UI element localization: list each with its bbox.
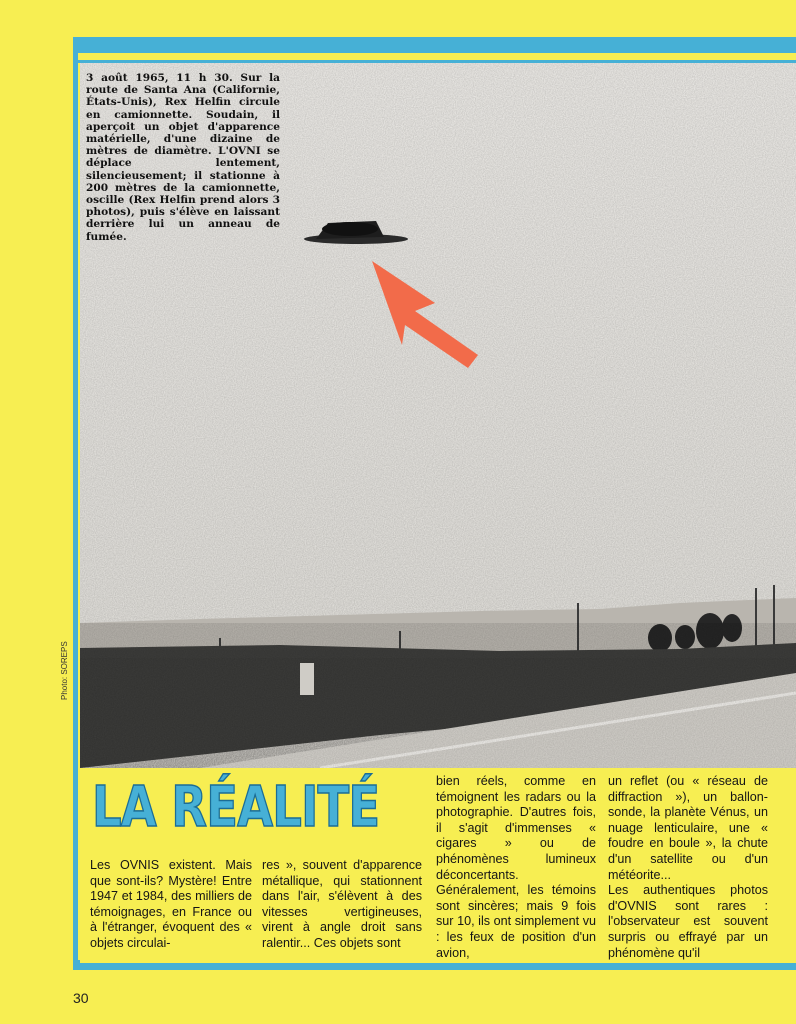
column-3-paragraph-2: Généralement, les témoins sont sincères; mais 9 fois sur 10, ils ont simplement vu : les feux de position d'un avion, xyxy=(436,883,596,960)
page-number: 30 xyxy=(73,990,89,1006)
photo-credit: Photo: SOREPS xyxy=(60,641,69,700)
column-3-paragraph-1: bien réels, comme en témoignent les radars ou la photographie. D'autres fois, il s'agit d'immenses « cigares » ou de phénomènes lumineux déconcertants. xyxy=(436,774,596,882)
article-headline: LA RÉALITÉ xyxy=(92,775,380,840)
article-column-1 xyxy=(90,858,252,962)
photo-caption: 3 août 1965, 11 h 30. Sur la route de Santa Ana (Californie, États-Unis), Rex Helfin circule en camionnette. Soudain, il aperçoit un objet d'apparence matérielle, d'une dizaine de mètres de diamètre. L'OVNI se déplace lentement, silencieusement; il stationne à 200 mètres de la camionnette, oscille (Rex Helfin prend alors 3 photos), puis s'élève en laissant derrière lui un anneau de fumée. xyxy=(86,72,280,243)
roadside-post xyxy=(300,663,314,695)
column-4-paragraph-2: Les authentiques photos d'OVNIS sont rares : l'observateur est souvent surpris ou effrayé par un phénomène qu'il xyxy=(608,883,768,960)
column-4-paragraph-1: un reflet (ou « réseau de diffraction »), un ballon-sonde, la planète Vénus, un nuage lenticulaire, une « foudre en boule », la chute d'un satellite ou d'un météorite... xyxy=(608,774,768,882)
column-1-text: Les OVNIS existent. Mais que sont-ils? Mystère! Entre 1947 et 1984, des milliers de témoignages, en France ou à l'étranger, évoquent des « objets circulai- xyxy=(90,858,252,950)
column-2-text: res », souvent d'apparence métallique, qui stationnent dans l'air, s'élèvent à des vitesses vertigineuses, virent à angle droit sans ralentir... Ces objets sont xyxy=(262,858,422,950)
article-column-3 xyxy=(436,774,596,962)
article-column-4 xyxy=(608,774,768,962)
article-column-2 xyxy=(262,858,422,962)
